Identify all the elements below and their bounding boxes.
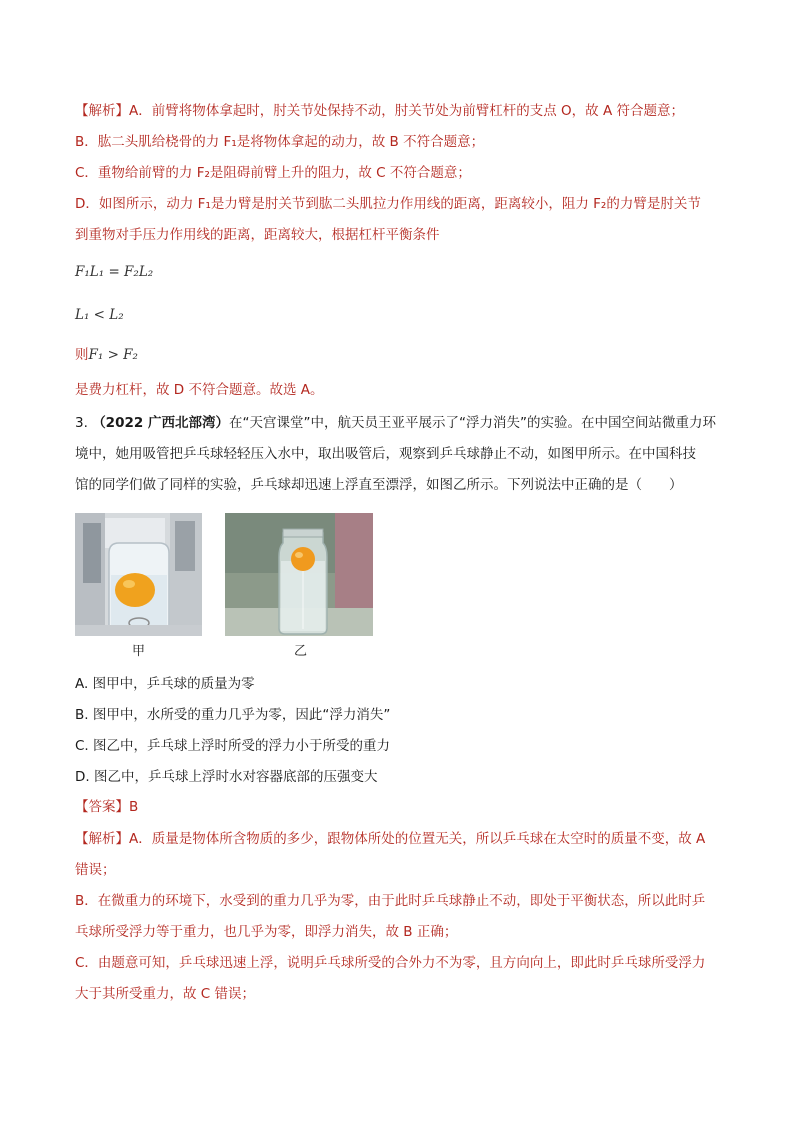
option-c: C. 图乙中，乒乓球上浮时所受的浮力小于所受的重力 — [75, 738, 391, 754]
figure-jia-caption: 甲 — [132, 644, 146, 659]
analysis2-tag: 【解析】 — [75, 831, 129, 847]
option-a: A. 图甲中，乒乓球的质量为零 — [75, 676, 255, 692]
analysis2-text-a1: A．质量是物体所含物质的多少，跟物体所处的位置无关，所以乒乓球在太空时的质量不变，故 A — [129, 831, 706, 847]
analysis2-line-a2: 错误； — [75, 862, 116, 878]
analysis-tag: 【解析】 — [75, 103, 129, 119]
analysis-text: A．前臂将物体拿起时，肘关节处保持不动，肘关节处为前臂杠杆的支点 O，故 A 符合题意； — [129, 103, 684, 119]
figure-jia-photo — [75, 513, 202, 636]
answer-value: B — [129, 799, 139, 815]
analysis-conclusion: 是费力杠杆，故 D 不符合题意。故选 A。 — [75, 382, 324, 398]
formula-lever-balance: F₁L₁ = F₂L₂ — [75, 264, 154, 280]
analysis-line-a — [75, 101, 684, 121]
formula-force-compare-line — [75, 345, 138, 365]
analysis-line-d1: D．如图所示，动力 F₁是力臂是肘关节到肱二头肌拉力作用线的距离，距离较小，阻力 F₂的力臂是肘关节 — [75, 196, 701, 212]
answer-line — [75, 797, 138, 817]
figure-yi-illustration — [225, 513, 373, 636]
analysis-line-c: C．重物给前臂的力 F₂是阻碍前臂上升的阻力，故 C 不符合题意； — [75, 165, 471, 181]
figure-yi-photo — [225, 513, 373, 636]
formula-force-compare: F₁ > F₂ — [88, 347, 138, 363]
analysis-line-b: B．肱二头肌给桡骨的力 F₁是将物体拿起的动力，故 B 不符合题意； — [75, 134, 485, 150]
question-text-1: 在“天宫课堂”中，航天员王亚平展示了“浮力消失”的实验。在中国空间站微重力环 — [228, 415, 716, 431]
analysis2-line-c2: 大于其所受重力，故 C 错误； — [75, 986, 256, 1002]
figure-yi-caption: 乙 — [294, 644, 308, 659]
option-b: B. 图甲中，水所受的重力几乎为零，因此“浮力消失” — [75, 707, 391, 723]
analysis-line-d2: 到重物对手压力作用线的距离，距离较大，根据杠杆平衡条件 — [75, 227, 440, 243]
analysis2-line-b1: B．在微重力的环境下，水受到的重力几乎为零，由于此时乒乓球静止不动，即处于平衡状态，所以此时乒 — [75, 893, 706, 909]
analysis2-line-a1 — [75, 829, 705, 849]
option-d: D. 图乙中，乒乓球上浮时水对容器底部的压强变大 — [75, 769, 378, 785]
question-3-line-2: 境中，她用吸管把乒乓球轻轻压入水中，取出吸管后，观察到乒乓球静止不动，如图甲所示。在中国科技 — [75, 446, 696, 462]
question-number: 3. — [75, 415, 88, 431]
answer-tag: 【答案】 — [75, 799, 129, 815]
question-source: （2022 广西北部湾） — [92, 415, 229, 431]
then-prefix: 则 — [75, 347, 89, 363]
question-3-line-1 — [75, 413, 716, 433]
formula-arm-compare: L₁ < L₂ — [75, 307, 124, 323]
analysis2-line-b2: 乓球所受浮力等于重力，也几乎为零，即浮力消失，故 B 正确； — [75, 924, 458, 940]
question-3-line-3: 馆的同学们做了同样的实验，乒乓球却迅速上浮直至漂浮，如图乙所示。下列说法中正确的是（ ） — [75, 477, 683, 493]
figure-jia-illustration — [75, 513, 202, 636]
analysis2-line-c1: C．由题意可知，乒乓球迅速上浮，说明乒乓球所受的合外力不为零，且方向向上，即此时乒乓球所受浮力 — [75, 955, 706, 971]
